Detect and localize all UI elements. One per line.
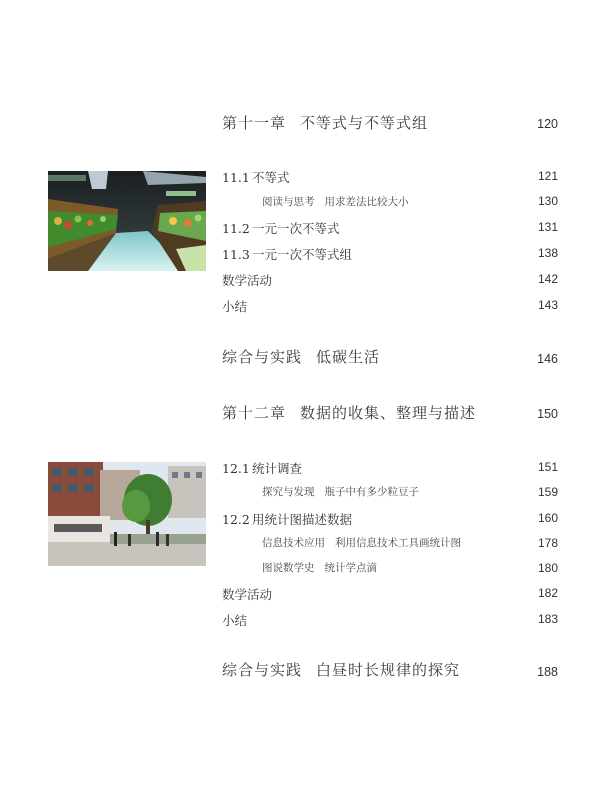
chapter-12-label: 第十二章 — [222, 404, 287, 422]
toc-entry-11-3-page: 138 — [537, 246, 558, 260]
section-title: 一元一次不等式组 — [252, 247, 353, 262]
chapter-11-heading — [222, 112, 428, 133]
section-number: 12.2 — [222, 512, 250, 527]
section-number: 11.3 — [222, 247, 250, 262]
practice-label: 综合与实践 — [222, 661, 303, 679]
practice-title: 低碳生活 — [316, 348, 381, 366]
toc-sub-history-page: 180 — [537, 561, 558, 575]
toc-sub-explore-page: 159 — [537, 485, 558, 499]
toc-math-activity-11: 数学活动 — [222, 273, 273, 288]
practice-title: 白昼时长规律的探究 — [316, 661, 461, 679]
sub-title: 统计学点滴 — [324, 562, 377, 574]
toc-entry-12-2 — [222, 510, 352, 528]
practice-2-page: 188 — [537, 665, 558, 679]
toc-sub-reading — [262, 194, 409, 209]
chapter-12-page: 150 — [537, 407, 558, 421]
practice-1-page: 146 — [537, 352, 558, 366]
section-title: 统计调查 — [252, 461, 303, 476]
sub-label: 图说数学史 — [262, 562, 315, 574]
toc-entry-12-1 — [222, 459, 302, 477]
sub-title: 用求差法比较大小 — [324, 196, 409, 208]
toc-math-activity-12-page: 182 — [537, 586, 558, 600]
sub-title: 利用信息技术工具画统计图 — [335, 537, 461, 549]
toc-summary-11: 小结 — [222, 299, 248, 314]
toc-entry-11-2 — [222, 219, 340, 237]
chapter-11-page: 120 — [537, 117, 558, 131]
sub-title: 瓶子中有多少粒豆子 — [324, 486, 419, 498]
toc-sub-history — [262, 560, 377, 575]
sub-label: 探究与发现 — [262, 486, 315, 498]
toc-sub-it — [262, 535, 461, 550]
toc-entry-11-2-page: 131 — [537, 220, 558, 234]
toc-sub-explore — [262, 484, 419, 499]
supermarket-photo — [48, 171, 206, 271]
section-number: 11.1 — [222, 170, 250, 185]
campus-gate-photo — [48, 462, 206, 566]
toc-entry-11-1 — [222, 168, 290, 186]
chapter-11-title: 不等式与不等式组 — [300, 114, 429, 132]
chapter-11-label: 第十一章 — [222, 114, 287, 132]
sub-label: 阅读与思考 — [262, 196, 315, 208]
toc-entry-11-3 — [222, 245, 352, 263]
toc-summary-11-page: 143 — [537, 298, 558, 312]
toc-summary-12: 小结 — [222, 613, 248, 628]
section-title: 一元一次不等式 — [252, 221, 340, 236]
toc-summary-12-page: 183 — [537, 612, 558, 626]
toc-entry-12-1-page: 151 — [537, 460, 558, 474]
section-title: 用统计图描述数据 — [252, 512, 353, 527]
toc-sub-reading-page: 130 — [537, 194, 558, 208]
toc-entry-11-1-page: 121 — [537, 169, 558, 183]
practice-label: 综合与实践 — [222, 348, 303, 366]
toc-math-activity-11-page: 142 — [537, 272, 558, 286]
practice-1-heading — [222, 346, 380, 367]
section-title: 不等式 — [252, 170, 290, 185]
sub-label: 信息技术应用 — [262, 537, 325, 549]
toc-entry-12-2-page: 160 — [537, 511, 558, 525]
section-number: 12.1 — [222, 461, 250, 476]
chapter-12-heading — [222, 402, 476, 423]
toc-math-activity-12: 数学活动 — [222, 587, 273, 602]
practice-2-heading — [222, 659, 460, 680]
section-number: 11.2 — [222, 221, 250, 236]
chapter-12-title: 数据的收集、整理与描述 — [300, 404, 477, 422]
toc-sub-it-page: 178 — [537, 536, 558, 550]
